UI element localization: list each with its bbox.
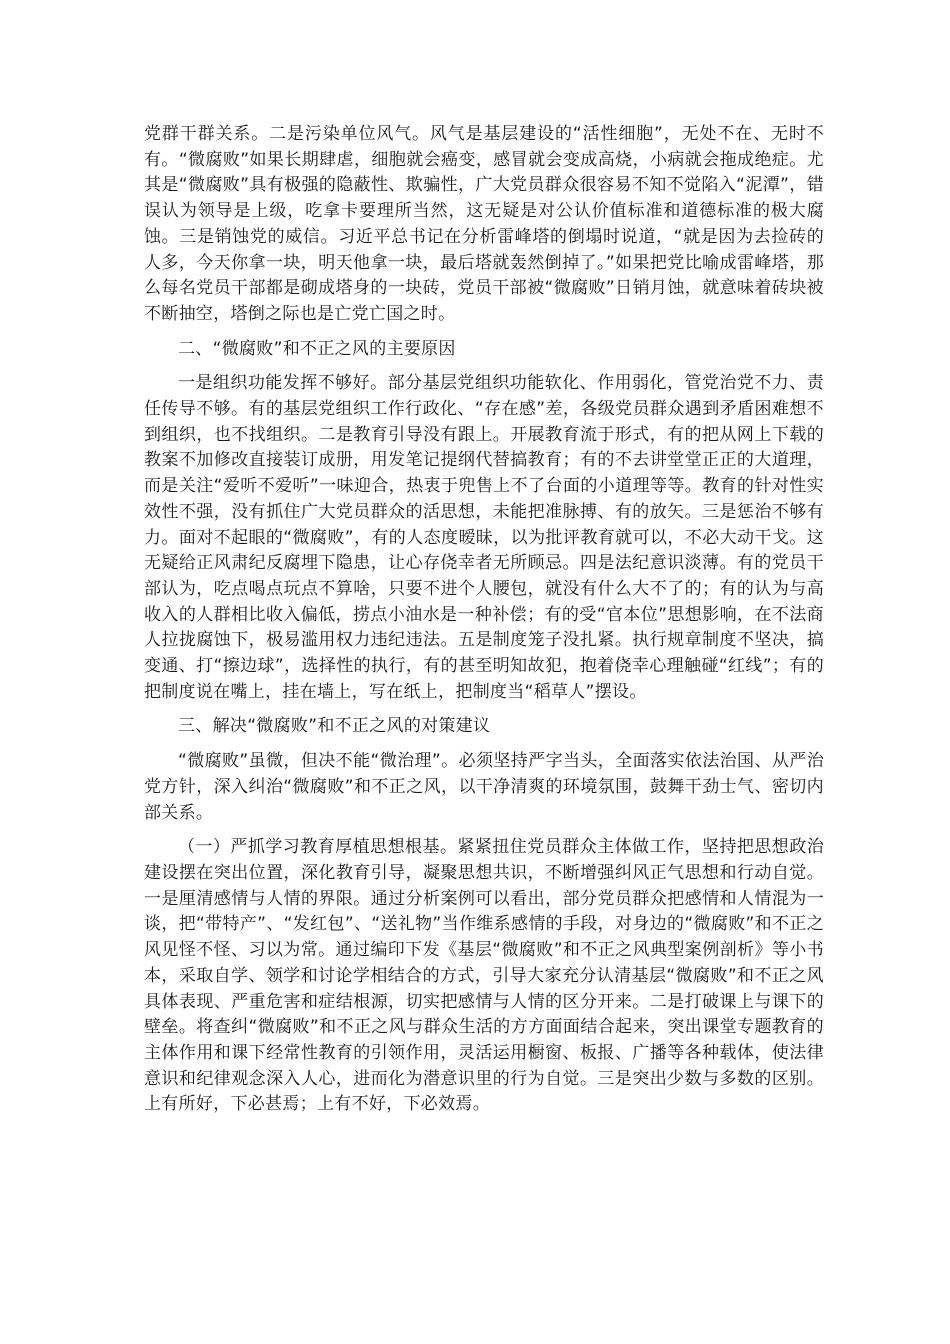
paragraph-causes: 一是组织功能发挥不够好。部分基层党组织功能软化、作用弱化，管党治党不力、责任传导不够。有的基层党组织工作行政化、“存在感”差，各级党员群众遇到矛盾困难想不到组织，也不找组织。二是教育引导没有跟上。开展教育流于形式，有的把从网上下载的教案不加修改直接装订成册，用发笔记提纲代替搞教育；有的不去讲堂堂正正的大道理，而是关注“爱听不爱听”一味迎合，热衷于兜售上不了台面的小道理等等。教育的针对性实效性不强，没有抓住广大党员群众的活思想，未能把准脉搏、有的放矢。三是惩治不够有力。面对不起眼的“微腐败”，有的人态度暧昧，以为批评教育就可以，不必大动干戈。这无疑给正风肃纪反腐埋下隐患，让心存侥幸者无所顾忌。四是法纪意识淡薄。有的党员干部认为，吃点喝点玩点不算啥，只要不进个人腰包，就没有什么大不了的；有的认为与高收入的人群相比收入偏低，捞点小油水是一种补偿；有的受“官本位”思想影响，在不法商人拉拢腐蚀下，极易滥用权力违纪违法。五是制度笼子没扎紧。执行规章制度不坚决，搞变通、打“擦边球”，选择性的执行，有的甚至明知故犯，抱着侥幸心理触碰“红线”；有的把制度说在嘴上，挂在墙上，写在纸上，把制度当“稻草人”摆设。 <box>144 373 824 702</box>
document-body <box>144 122 824 1118</box>
paragraph-countermeasure-1: （一）严抓学习教育厚植思想根基。紧紧扭住党员群众主体做工作，坚持把思想政治建设摆在突出位置，深化教育引导，凝聚思想共识，不断增强纠风正气思想和行动自觉。一是厘清感情与人情的界限。通过分析案例可以看出，部分党员群众把感情和人情混为一谈，把“带特产”、“发红包”、“送礼物”当作维系感情的手段，对身边的“微腐败”和不正之风见怪不怪、习以为常。通过编印下发《基层“微腐败”和不正之风典型案例剖析》等小书本，采取自学、领学和讨论学相结合的方式，引导大家充分认清基层“微腐败”和不正之风具体表现、严重危害和症结根源，切实把感情与人情的区分开来。二是打破课上与课下的壁垒。将查纠“微腐败”和不正之风与群众生活的方方面面结合起来，突出课堂专题教育的主体作用和课下经常性教育的引领作用，灵活运用橱窗、板报、广播等各种载体，使法律意识和纪律观念深入人心，进而化为潜意识里的行为自觉。三是突出少数与多数的区别。上有所好，下必甚焉；上有不好，下必效焉。 <box>144 837 824 1115</box>
section-heading-2: 二、“微腐败”和不正之风的主要原因 <box>178 338 456 359</box>
paragraph-intro-countermeasures: “微腐败”虽微，但决不能“微治理”。必须坚持严字当头，全面落实依法治国、从严治党方针，深入纠治“微腐败”和不正之风，以干净清爽的环境氛围，鼓舞干劲士气、密切内部关系。 <box>144 751 824 823</box>
section-heading-3: 三、解决“微腐败”和不正之风的对策建议 <box>178 716 491 737</box>
paragraph-continued: 党群干群关系。二是污染单位风气。风气是基层建设的“活性细胞”，无处不在、无时不有。“微腐败”如果长期肆虐，细胞就会癌变，感冒就会变成高烧，小病就会拖成绝症。尤其是“微腐败”具有极强的隐蔽性、欺骗性，广大党员群众很容易不知不觉陷入“泥潭”，错误认为领导是上级，吃拿卡要理所当然，这无疑是对公认价值标准和道德标准的极大腐蚀。三是销蚀党的威信。习近平总书记在分析雷峰塔的倒塌时说道，“就是因为去捡砖的人多，今天你拿一块，明天他拿一块，最后塔就轰然倒掉了。”如果把党比喻成雷峰塔，那么每名党员干部都是砌成塔身的一块砖，党员干部被“微腐败”日销月蚀，就意味着砖块被不断抽空，塔倒之际也是亡党亡国之时。 <box>144 124 824 324</box>
